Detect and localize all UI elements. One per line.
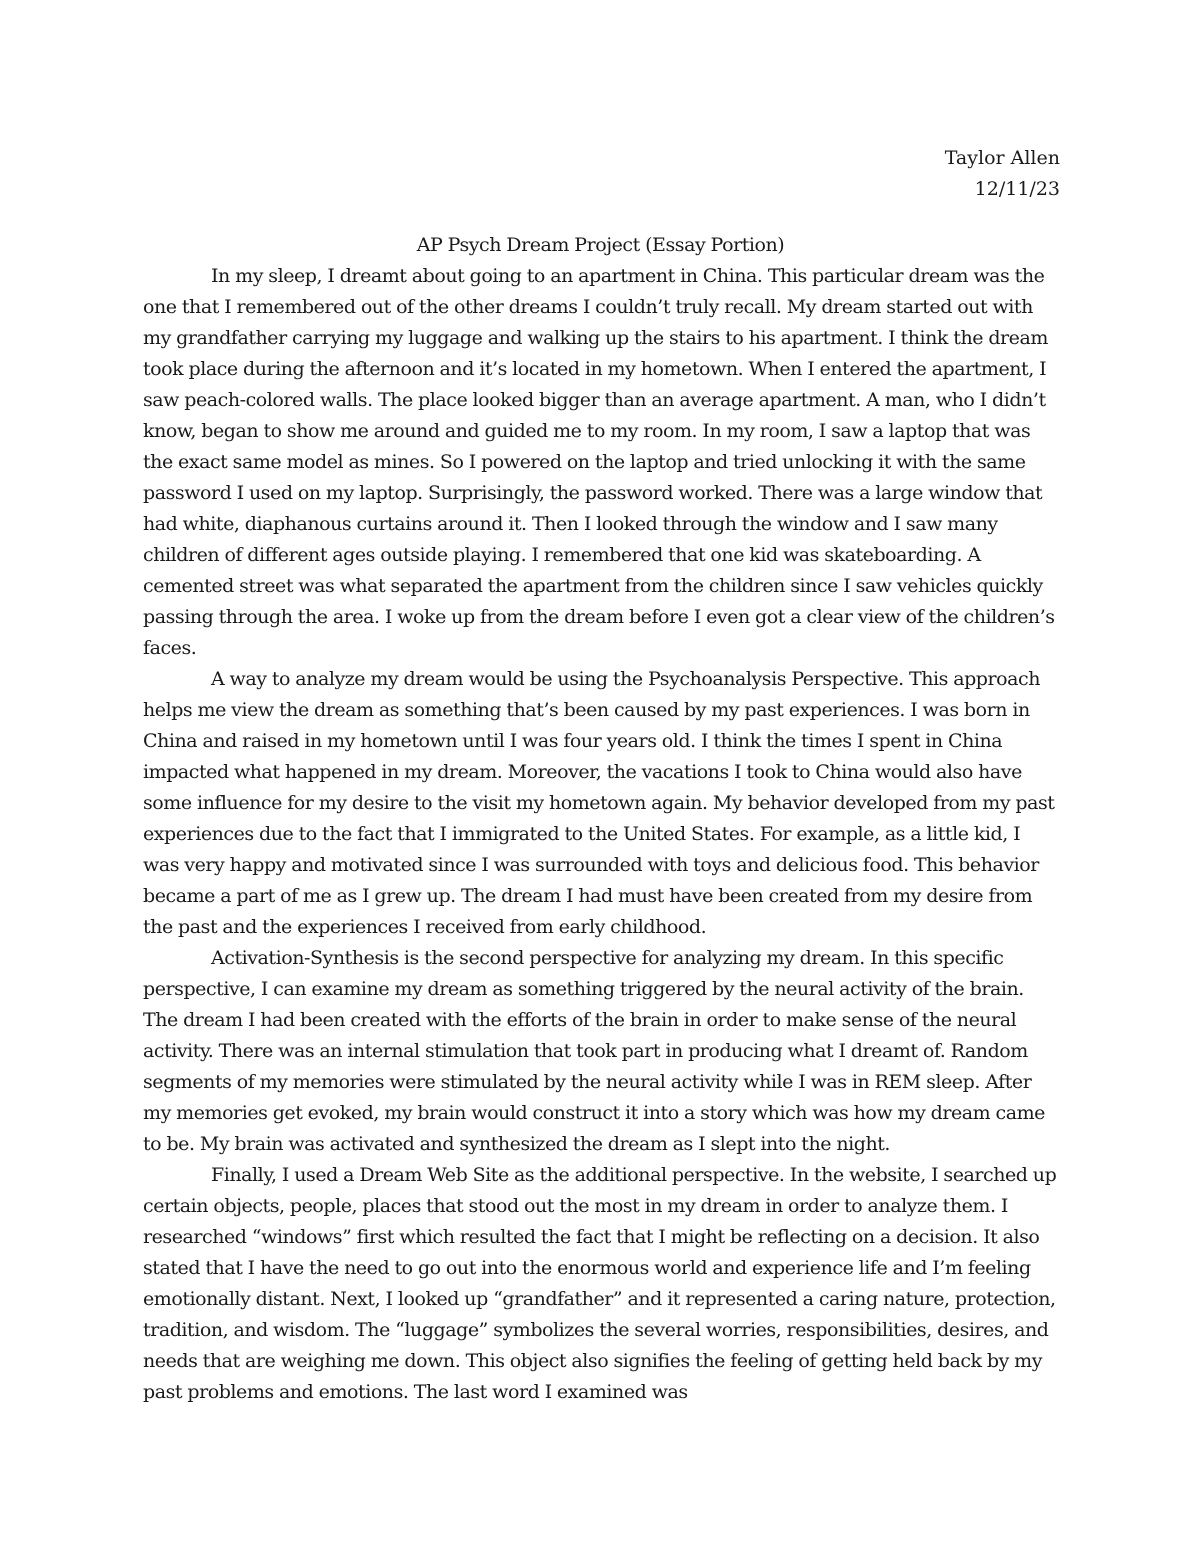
paragraph-3: Activation-Synthesis is the second perspective for analyzing my dream. In this specific perspective, I can examine my dream as something triggered by the neural activity of the brain. The dream I had been created with the efforts of the brain in order to make sense of the neural activity. There was an internal stimulation that took part in producing what I dreamt of. Random segments of my memories were stimulated by the neural activity while I was in REM sleep. After my memories get evoked, my brain would construct it into a story which was how my dream came to be. My brain was activated and synthesized the dream as I slept into the night.	[143, 947, 1045, 1155]
author-name: Taylor Allen	[944, 147, 1060, 169]
essay-body	[143, 230, 1058, 1408]
paragraph-1: In my sleep, I dreamt about going to an apartment in China. This particular dream was the one that I remembered out of the other dreams I couldn’t truly recall. My dream started out with my grandfather carrying my luggage and walking up the stairs to his apartment. I think the dream took place during the afternoon and it’s located in my hometown. When I entered the apartment, I saw peach-colored walls. The place looked bigger than an average apartment. A man, who I didn’t know, began to show me around and guided me to my room. In my room, I saw a laptop that was the exact same model as mines. So I powered on the laptop and tried unlocking it with the same password I used on my laptop. Surprisingly, the password worked. There was a large window that had white, diaphanous curtains around it. Then I looked through the window and I saw many children of different ages outside playing. I remembered that one kid was skateboarding. A cemented street was what separated the apartment from the children since I saw vehicles quickly passing through the area. I woke up from the dream before I even got a clear view of the children’s faces.	[143, 265, 1055, 659]
document-date: 12/11/23	[974, 178, 1060, 200]
paragraph-2: A way to analyze my dream would be using the Psychoanalysis Perspective. This approach helps me view the dream as something that’s been caused by my past experiences. I was born in China and raised in my hometown until I was four years old. I think the times I spent in China impacted what happened in my dream. Moreover, the vacations I took to China would also have some influence for my desire to the visit my hometown again. My behavior developed from my past experiences due to the fact that I immigrated to the United States. For example, as a little kid, I was very happy and motivated since I was surrounded with toys and delicious food. This behavior became a part of me as I grew up. The dream I had must have been created from my desire from the past and the experiences I received from early childhood.	[143, 668, 1055, 938]
essay-title: AP Psych Dream Project (Essay Portion)	[416, 234, 785, 256]
header-block	[945, 143, 1060, 205]
paragraph-4: Finally, I used a Dream Web Site as the additional perspective. In the website, I searched up certain objects, people, places that stood out the most in my dream in order to analyze them. I researched “windows” first which resulted the fact that I might be reflecting on a decision. It also stated that I have the need to go out into the enormous world and experience life and I’m feeling emotionally distant. Next, I looked up “grandfather” and it represented a caring nature, protection, tradition, and wisdom. The “luggage” symbolizes the several worries, responsibilities, desires, and needs that are weighing me down. This object also signifies the feeling of getting held back by my past problems and emotions. The last word I examined was	[143, 1164, 1057, 1403]
